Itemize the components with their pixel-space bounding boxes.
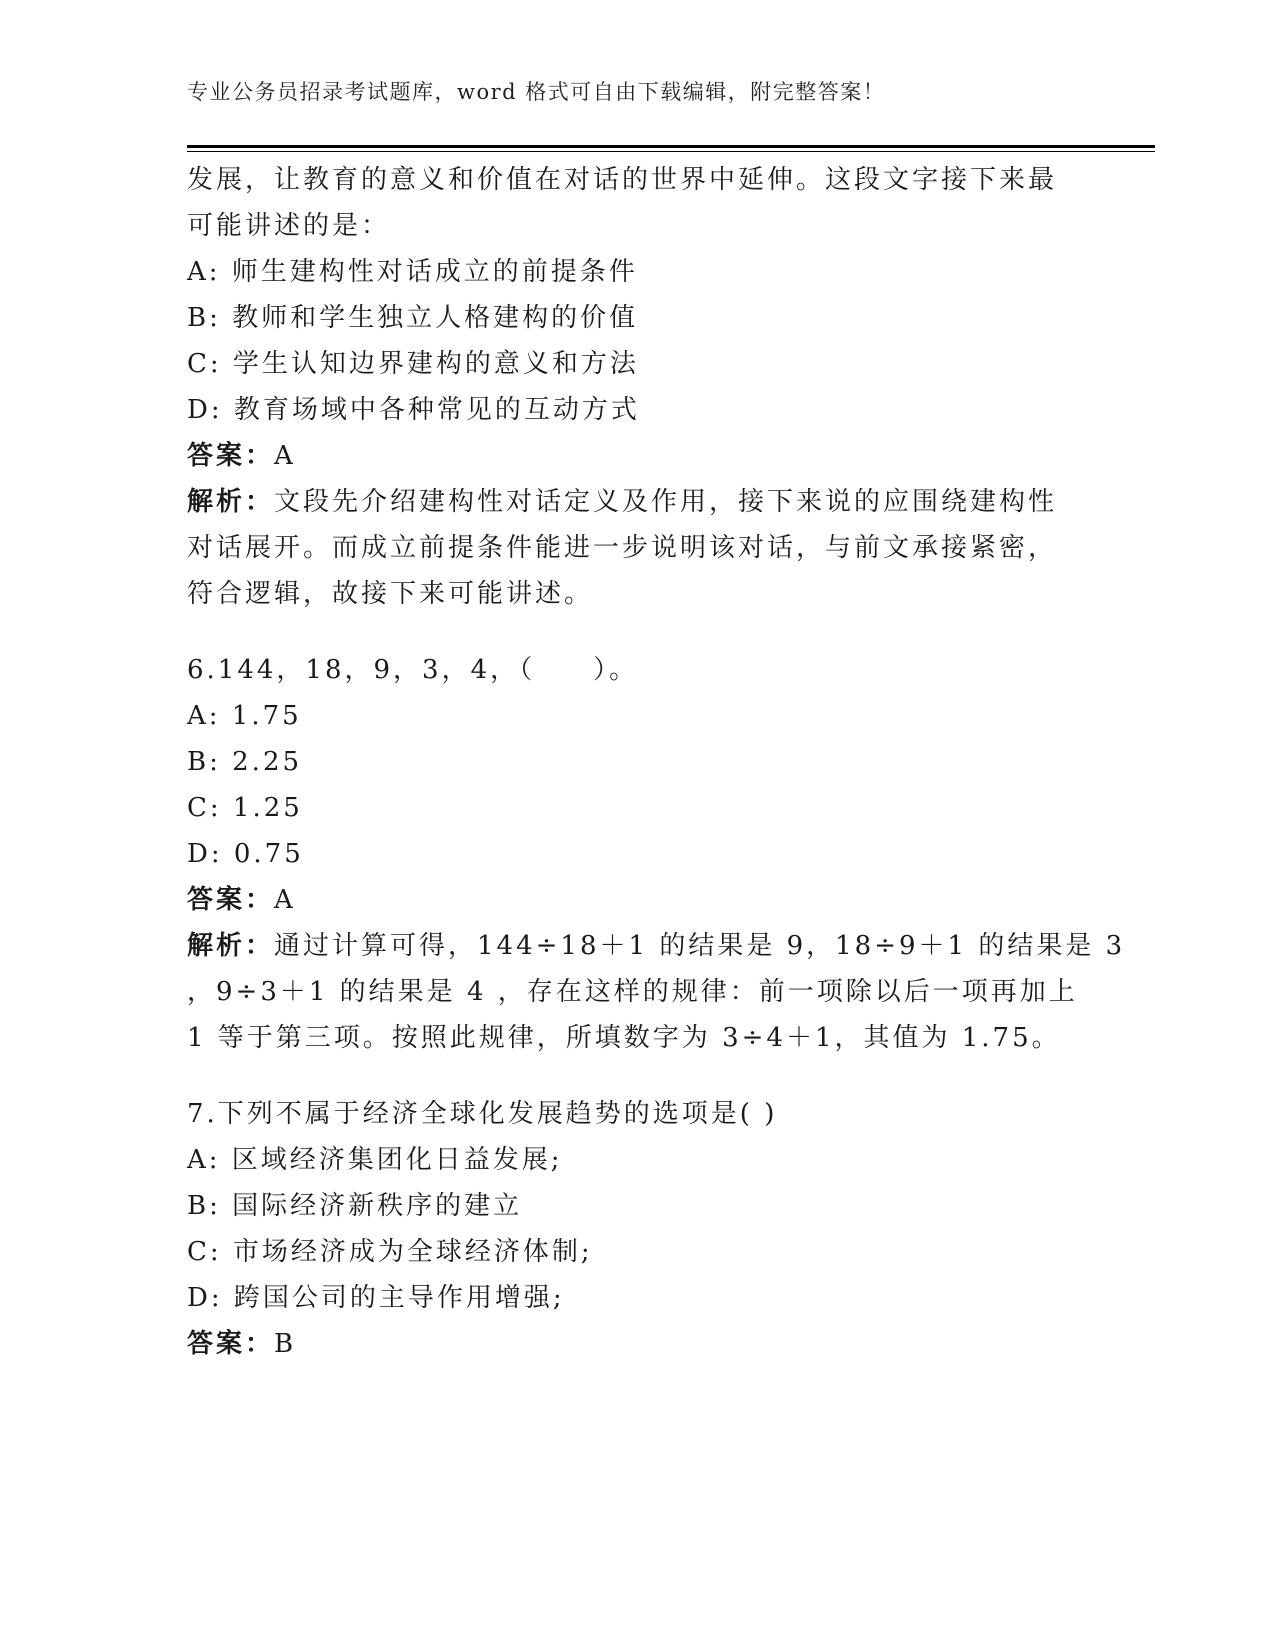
analysis-text: 符合逻辑，故接下来可能讲述。: [187, 579, 594, 609]
analysis-line: [187, 479, 1067, 525]
analysis-label: 解析：: [187, 931, 275, 961]
option-a: A: 师生建构性对话成立的前提条件: [187, 257, 638, 287]
analysis-text: 文段先介绍建构性对话定义及作用，接下来说的应围绕建构性: [274, 487, 1058, 517]
document-body: [187, 157, 1126, 1367]
question-title: 6.144，18，9，3，4，（ ）。: [187, 655, 639, 685]
answer-line: [187, 433, 1067, 479]
analysis-line: [187, 923, 1126, 969]
header-rule-thick: [187, 145, 1155, 148]
question-stem-line: 可能讲述的是：: [187, 211, 391, 241]
page-header: 专业公务员招录考试题库，word 格式可自由下载编辑，附完整答案！: [187, 80, 886, 104]
option-d: D: 0.75: [187, 839, 304, 869]
analysis-label: 解析：: [187, 487, 275, 517]
analysis-text: 通过计算可得，144÷18＋1 的结果是 9，18÷9＋1 的结果是 3: [274, 931, 1126, 961]
option-c: C: 市场经济成为全球经济体制;: [187, 1237, 593, 1267]
option-b: B: 国际经济新秩序的建立: [187, 1191, 523, 1221]
answer-value: B: [274, 1329, 297, 1359]
answer-line: [187, 877, 1067, 923]
option-c: C: 学生认知边界建构的意义和方法: [187, 349, 639, 379]
option-d: D: 跨国公司的主导作用增强;: [187, 1283, 565, 1313]
header-rule-thin: [187, 151, 1155, 152]
option-a: A: 1.75: [187, 701, 302, 731]
spacer: [187, 617, 1067, 647]
analysis-text: 对话展开。而成立前提条件能进一步说明该对话，与前文承接紧密，: [187, 533, 1058, 563]
option-c: C: 1.25: [187, 793, 303, 823]
answer-value: A: [274, 885, 296, 915]
option-d: D: 教育场域中各种常见的互动方式: [187, 395, 640, 425]
question-7: [187, 1091, 1067, 1367]
answer-label: 答案：: [187, 441, 275, 471]
answer-line: [187, 1321, 1067, 1367]
question-5: [187, 157, 1067, 617]
analysis-text: 1 等于第三项。按照此规律，所填数字为 3÷4＋1，其值为 1.75。: [187, 1023, 1061, 1053]
question-stem-line: 发展，让教育的意义和价值在对话的世界中延伸。这段文字接下来最: [187, 165, 1058, 195]
option-a: A: 区域经济集团化日益发展;: [187, 1145, 563, 1175]
question-title: 7.下列不属于经济全球化发展趋势的选项是( ): [187, 1099, 778, 1129]
question-6: [187, 647, 1126, 1061]
answer-value: A: [274, 441, 296, 471]
answer-label: 答案：: [187, 885, 275, 915]
option-b: B: 2.25: [187, 747, 303, 777]
option-b: B: 教师和学生独立人格建构的价值: [187, 303, 639, 333]
analysis-text: ，9÷3＋1 的结果是 4 ，存在这样的规律：前一项除以后一项再加上: [187, 977, 1078, 1007]
spacer: [187, 1061, 1067, 1091]
answer-label: 答案：: [187, 1329, 275, 1359]
